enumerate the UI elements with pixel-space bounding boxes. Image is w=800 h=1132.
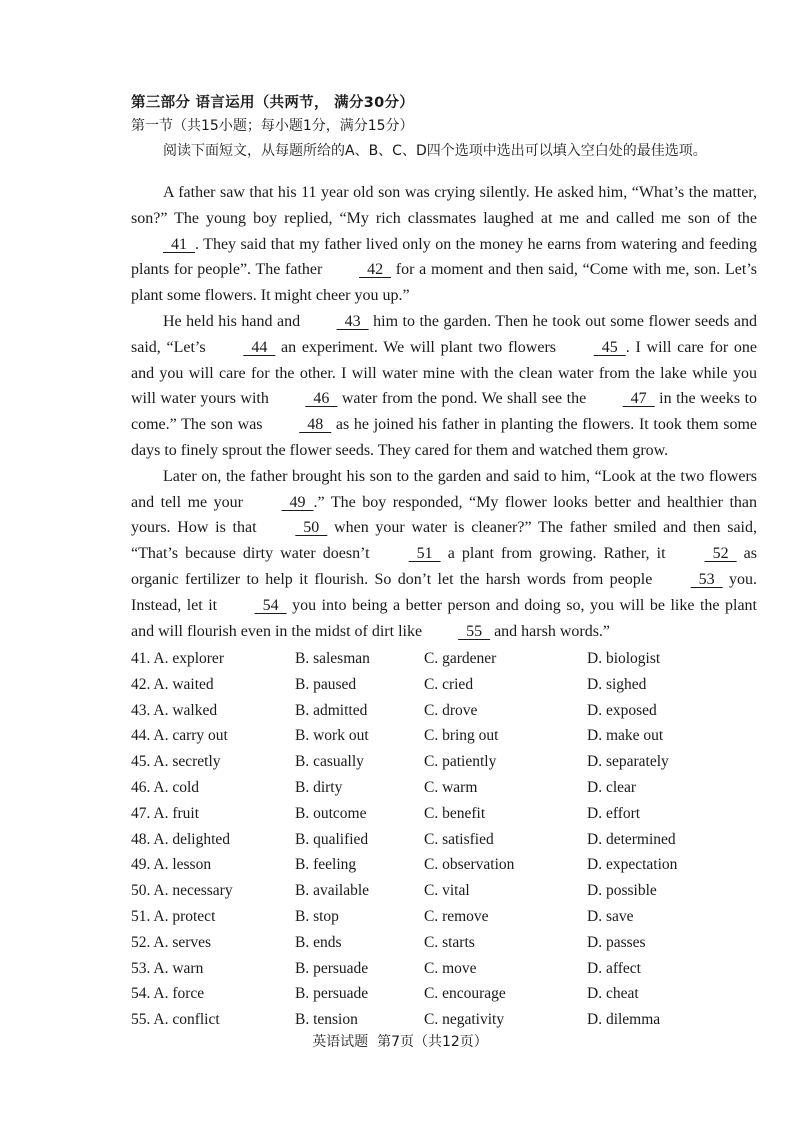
option-b: B. tension: [295, 1011, 358, 1029]
text-span: for a moment and then said, “Come with me, son. Let’s plant some flowers. It might cheer you up.”: [131, 261, 757, 305]
option-c: C. cried: [424, 675, 474, 693]
option-b: B. available: [295, 882, 370, 900]
option-row-46: [131, 775, 771, 801]
text-span: He held his hand and: [163, 312, 305, 330]
option-b: B. feeling: [295, 856, 357, 874]
option-row-42: [131, 672, 771, 698]
blank-43: 43: [336, 312, 369, 330]
option-c: C. drove: [424, 701, 478, 719]
option-row-48: [131, 827, 771, 853]
option-b: B. ends: [295, 933, 342, 951]
blank-41: 41: [163, 235, 195, 253]
blank-45: 45: [593, 338, 626, 356]
option-b: B. admitted: [295, 701, 368, 719]
option-c: C. observation: [424, 856, 515, 874]
text-span: when your water is cleaner?” The father smiled and then said, “That’s because dirty water doesn’t: [131, 519, 758, 563]
option-a: 53. A. warn: [131, 959, 204, 977]
option-c: C. patiently: [424, 753, 497, 771]
blank-52: 52: [704, 545, 737, 563]
option-row-41: [131, 646, 771, 672]
blank-44: 44: [243, 338, 276, 356]
instructions: 阅读下面短文，从每题所给的A、B、C、D四个选项中选出可以填入空白处的最佳选项。: [163, 143, 707, 159]
option-d: D. dilemma: [587, 1011, 661, 1029]
paragraph-2: [131, 309, 757, 464]
option-b: B. outcome: [295, 804, 367, 822]
option-d: D. clear: [587, 778, 637, 796]
option-a: 52. A. serves: [131, 933, 212, 951]
option-d: D. possible: [587, 882, 657, 900]
text-span: Later on, the father brought his son to the garden and said to him, “Look at the two flowers and tell me your: [131, 467, 757, 511]
blank-55: 55: [458, 622, 491, 640]
paragraph-3: [131, 464, 757, 645]
option-row-52: [131, 930, 771, 956]
option-a: 54. A. force: [131, 985, 205, 1003]
text-span: him to the garden. Then he took out some flower seeds and said, “Let’s: [131, 312, 758, 356]
text-span: a plant from growing. Rather, it: [440, 545, 673, 563]
blank-46: 46: [305, 390, 338, 408]
option-c: C. negativity: [424, 1011, 505, 1029]
option-c: C. starts: [424, 933, 475, 951]
option-d: D. determined: [587, 830, 676, 848]
option-a: 49. A. lesson: [131, 856, 212, 874]
option-d: D. save: [587, 907, 634, 925]
option-row-50: [131, 878, 771, 904]
text-span: . I will care for one and you will care for the other. I will water mine with the clean water from the lake while you will water yours with: [131, 338, 757, 408]
option-c: C. warm: [424, 778, 478, 796]
text-span: an experiment. We will plant two flowers: [275, 338, 562, 356]
option-c: C. encourage: [424, 985, 506, 1003]
option-d: D. separately: [587, 753, 669, 771]
option-a: 47. A. fruit: [131, 804, 200, 822]
option-row-47: [131, 801, 771, 827]
option-a: 44. A. carry out: [131, 727, 228, 745]
option-d: D. biologist: [587, 650, 661, 667]
option-c: C. gardener: [424, 650, 497, 667]
option-c: C. satisfied: [424, 830, 494, 848]
blank-54: 54: [254, 596, 287, 614]
option-d: D. passes: [587, 933, 646, 951]
option-a: 50. A. necessary: [131, 882, 233, 900]
option-c: C. vital: [424, 882, 470, 900]
option-a: 55. A. conflict: [131, 1011, 220, 1029]
blank-42: 42: [359, 261, 392, 279]
option-row-51: [131, 904, 771, 930]
option-c: C. bring out: [424, 727, 499, 745]
option-d: D. expectation: [587, 856, 678, 874]
option-a: 48. A. delighted: [131, 830, 231, 848]
option-d: D. cheat: [587, 985, 639, 1003]
text-span: as he joined his father in planting the flowers. It took them some days to finely sprout the flower seeds. They cared for them and watched them grow.: [131, 416, 758, 459]
option-b: B. persuade: [295, 959, 369, 977]
subsection-title: 第一节（共15小题；每小题1分，满分15分）: [131, 118, 414, 134]
option-row-45: [131, 749, 771, 775]
text-span: A father saw that his 11 year old son was crying silently. He asked him, “What’s the matter, son?” The young boy replied, “My rich classmates laughed at me and called me son of the: [131, 184, 757, 227]
option-b: B. dirty: [295, 778, 343, 796]
option-c: C. remove: [424, 907, 489, 925]
option-d: D. exposed: [587, 701, 657, 719]
blank-51: 51: [408, 545, 441, 563]
option-b: B. casually: [295, 753, 364, 771]
option-a: 46. A. cold: [131, 778, 200, 796]
option-d: D. effort: [587, 804, 641, 822]
option-row-53: [131, 956, 771, 982]
option-a: 45. A. secretly: [131, 753, 221, 771]
blank-47: 47: [622, 390, 655, 408]
option-b: B. paused: [295, 675, 357, 693]
text-span: you into being a better person and doing so, you will be like the plant and will flourish even in the midst of dirt like: [131, 596, 757, 640]
text-span: .” The boy responded, “My flower looks better and healthier than yours. How is that: [131, 493, 757, 537]
option-a: 41. A. explorer: [131, 650, 224, 667]
text-span: you. Instead, let it: [131, 570, 757, 614]
option-b: B. work out: [295, 727, 369, 745]
page-footer: 英语试题 第7页（共12页）: [312, 1034, 488, 1050]
option-a: 51. A. protect: [131, 907, 216, 925]
blank-53: 53: [690, 570, 723, 588]
text-span: in the weeks to come.” The son was: [131, 390, 758, 434]
blank-49: 49: [281, 493, 314, 511]
option-row-43: [131, 698, 771, 724]
option-row-49: [131, 852, 771, 878]
option-c: C. move: [424, 959, 477, 977]
option-a: 42. A. waited: [131, 675, 214, 693]
text-span: as organic fertilizer to help it flourish. So don’t let the harsh words from people: [131, 545, 757, 588]
text-span: . They said that my father lived only on the money he earns from watering and feeding plants for people”. The father: [131, 235, 757, 279]
text-span: water from the pond. We shall see the: [337, 390, 591, 408]
text-span: and harsh words.”: [490, 622, 611, 640]
option-a: 43. A. walked: [131, 701, 218, 719]
cloze-passage: [131, 180, 757, 644]
section-title: 第三部分 语言运用（共两节， 满分30分）: [131, 95, 415, 111]
option-row-55: [131, 1007, 771, 1033]
blank-48: 48: [299, 416, 332, 434]
option-b: B. qualified: [295, 830, 369, 848]
option-b: B. salesman: [295, 650, 370, 667]
blank-50: 50: [295, 519, 328, 537]
paragraph-1: [131, 180, 757, 309]
option-c: C. benefit: [424, 804, 486, 822]
answer-options: [131, 646, 771, 1033]
option-d: D. affect: [587, 959, 641, 977]
option-b: B. persuade: [295, 985, 369, 1003]
option-d: D. make out: [587, 727, 664, 745]
option-d: D. sighed: [587, 675, 647, 693]
option-b: B. stop: [295, 907, 339, 925]
option-row-44: [131, 723, 771, 749]
option-row-54: [131, 981, 771, 1007]
